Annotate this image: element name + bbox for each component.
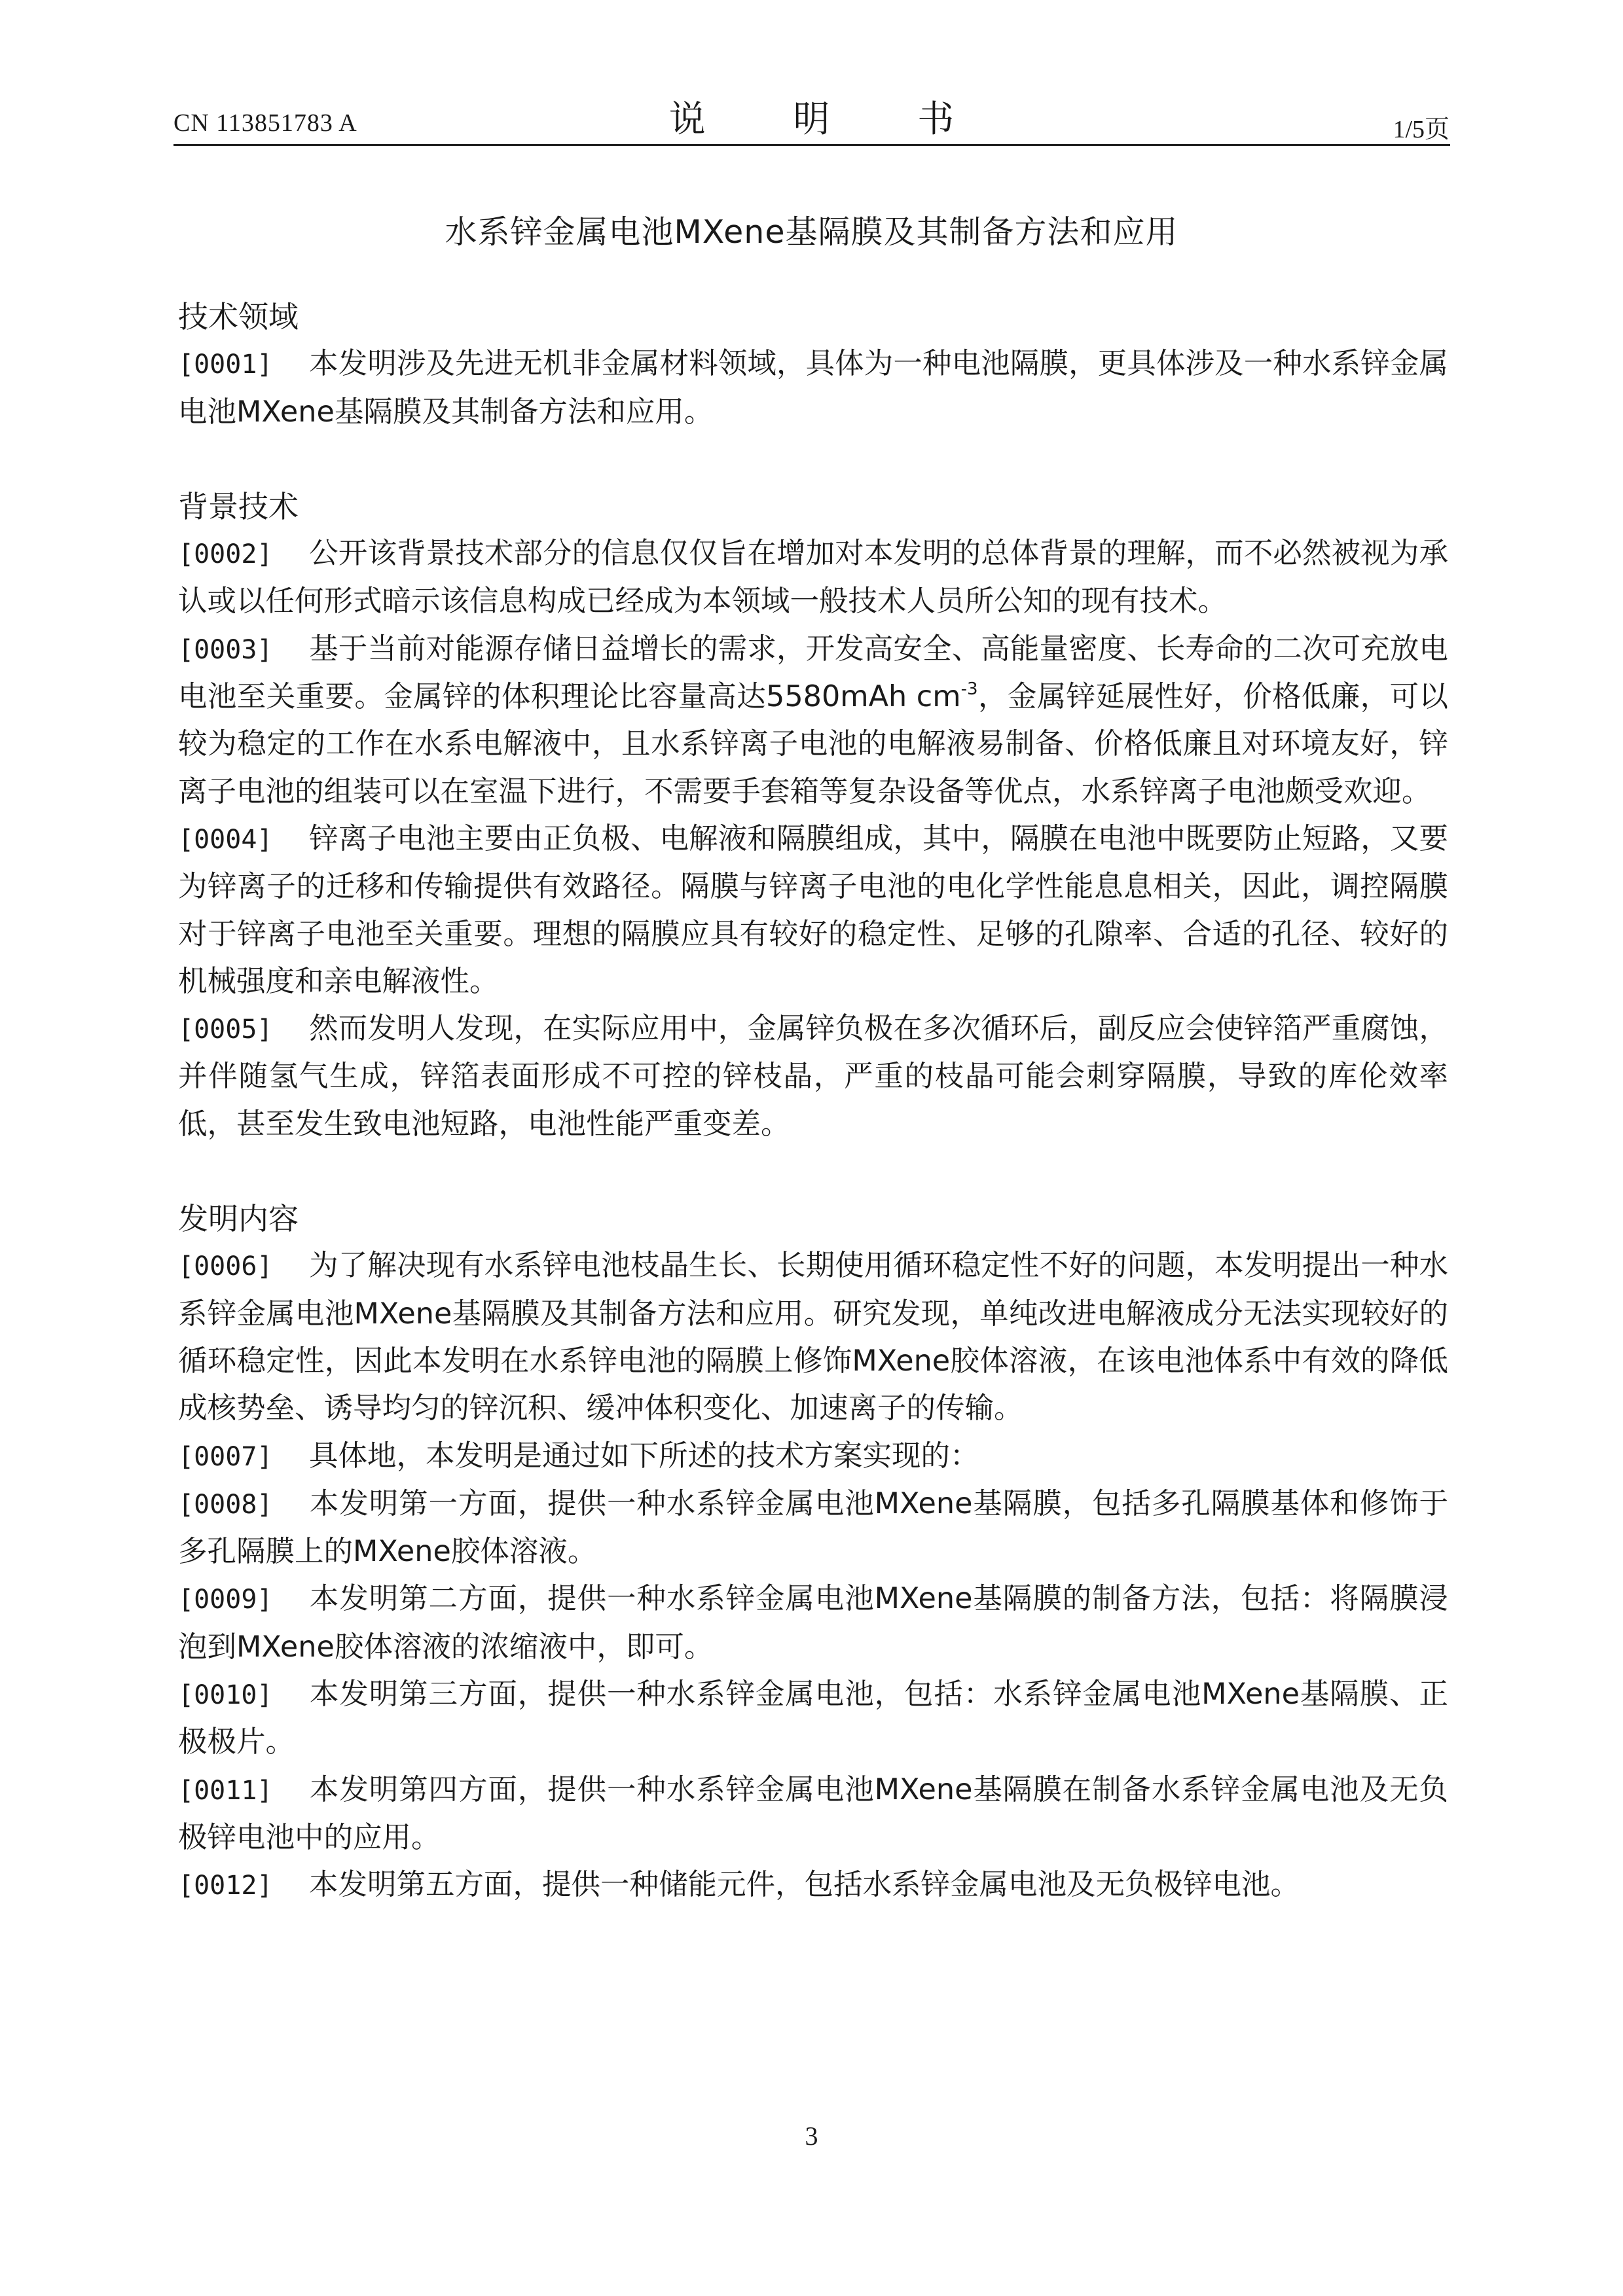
paragraph-text: 本发明第三方面，提供一种水系锌金属电池，包括：水系锌金属电池MXene基隔膜、正极极片。 [178,1677,1448,1759]
section-heading-background: 背景技术 [178,488,299,524]
paragraph-number: [0008] [178,1489,273,1520]
page-number: 3 [805,2121,818,2151]
paragraph-number: [0011] [178,1775,273,1806]
section-heading-invention-content: 发明内容 [178,1201,299,1237]
paragraph-0009 [178,1575,1448,1671]
paragraph-text-continued: ，金属锌延展性好，价格低廉，可以较为稳定的工作在水系电解液中，且水系锌离子电池的电解液易制备、价格低廉且对环境友好，锌离子电池的组装可以在室温下进行，不需要手套箱等复杂设备等优点，水系锌离子电池颇受欢迎。 [178,680,1448,808]
paragraph-text: 然而发明人发现，在实际应用中，金属锌负极在多次循环后，副反应会使锌箔严重腐蚀，并伴随氢气生成，锌箔表面形成不可控的锌枝晶，严重的枝晶可能会刺穿隔膜，导致的库伦效率低，甚至发生致电池短路，电池性能严重变差。 [178,1012,1448,1141]
section-heading-technical-field: 技术领域 [178,299,299,334]
paragraph-0005 [178,1005,1448,1148]
paragraph-text: 本发明第一方面，提供一种水系锌金属电池MXene基隔膜，包括多孔隔膜基体和修饰于多孔隔膜上的MXene胶体溶液。 [178,1486,1448,1569]
paragraph-number: [0003] [178,634,273,665]
paragraph-0001 [178,340,1448,436]
paragraph-text: 本发明第四方面，提供一种水系锌金属电池MXene基隔膜在制备水系锌金属电池及无负极锌电池中的应用。 [178,1772,1448,1854]
paragraph-0010 [178,1671,1448,1767]
paragraph-text: 本发明第五方面，提供一种储能元件，包括水系锌金属电池及无负极锌电池。 [309,1868,1300,1902]
page-info: 1/5页 [1393,116,1450,143]
paragraph-text: 为了解决现有水系锌电池枝晶生长、长期使用循环稳定性不好的问题，本发明提出一种水系锌金属电池MXene基隔膜及其制备方法和应用。研究发现，单纯改进电解液成分无法实现较好的循环稳定性，因此本发明在水系锌电池的隔膜上修饰MXene胶体溶液，在该电池体系中有效的降低成核势垒、诱导均匀的锌沉积、缓冲体积变化、加速离子的传输。 [178,1249,1448,1426]
superscript-exponent: -3 [960,679,978,700]
paragraph-0006 [178,1242,1448,1432]
paragraph-number: [0005] [178,1014,273,1045]
paragraph-0003 [178,626,1448,816]
document-title: 水系锌金属电池MXene基隔膜及其制备方法和应用 [445,213,1178,251]
patent-number: CN 113851783 A [173,109,357,137]
paragraph-text: 基于当前对能源存储日益增长的需求，开发高安全、高能量密度、长寿命的二次可充放电电池至关重要。金属锌的体积理论比容量高达5580mAh cm [178,632,1448,714]
paragraph-0012 [178,1861,1448,1909]
paragraph-0004 [178,816,1448,1005]
paragraph-0011 [178,1767,1448,1862]
paragraph-number: [0006] [178,1251,273,1282]
paragraph-number: [0009] [178,1585,273,1615]
paragraph-text: 本发明第二方面，提供一种水系锌金属电池MXene基隔膜的制备方法，包括：将隔膜浸泡到MXene胶体溶液的浓缩液中，即可。 [178,1582,1448,1664]
paragraph-text: 具体地，本发明是通过如下所述的技术方案实现的： [309,1439,979,1473]
paragraph-number: [0001] [178,350,273,380]
header-rule [173,144,1450,146]
document-type-heading: 说 明 书 [668,98,993,141]
paragraph-number: [0012] [178,1871,273,1901]
paragraph-0002 [178,530,1448,626]
paragraph-number: [0007] [178,1441,273,1472]
paragraph-text: 本发明涉及先进无机非金属材料领域，具体为一种电池隔膜，更具体涉及一种水系锌金属电池MXene基隔膜及其制备方法和应用。 [178,347,1448,429]
paragraph-text: 公开该背景技术部分的信息仅仅旨在增加对本发明的总体背景的理解，而不必然被视为承认或以任何形式暗示该信息构成已经成为本领域一般技术人员所公知的现有技术。 [178,537,1448,619]
paragraph-text: 锌离子电池主要由正负极、电解液和隔膜组成，其中，隔膜在电池中既要防止短路，又要为锌离子的迁移和传输提供有效路径。隔膜与锌离子电池的电化学性能息息相关，因此，调控隔膜对于锌离子电池至关重要。理想的隔膜应具有较好的稳定性、足够的孔隙率、合适的孔径、较好的机械强度和亲电解液性。 [178,821,1448,998]
paragraph-0007 [178,1433,1448,1480]
paragraph-number: [0010] [178,1680,273,1711]
paragraph-number: [0004] [178,824,273,855]
document-body [178,293,1448,1910]
paragraph-number: [0002] [178,539,273,570]
paragraph-0008 [178,1480,1448,1576]
